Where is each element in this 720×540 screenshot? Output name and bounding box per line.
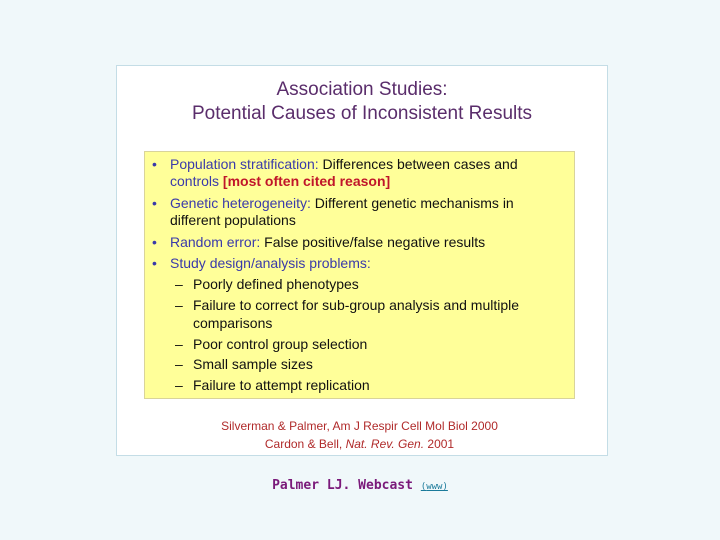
bullet-cont: different populations [170, 212, 296, 228]
bullet-random-error [152, 234, 486, 251]
footer-credit [0, 478, 720, 493]
bullet-study-design [152, 255, 371, 272]
bullet-key: Population stratification: [170, 156, 319, 172]
footer-link-close: ) [442, 482, 448, 492]
sub-bullet [175, 297, 520, 314]
title-line-1: Association Studies: [276, 79, 448, 100]
bullet-population-stratification [152, 156, 518, 173]
sub-bullet [175, 276, 359, 293]
reference-authors: Cardon & Bell, [264, 437, 346, 451]
sub-bullet [175, 336, 368, 353]
sub-bullet-text: Failure to correct for sub-group analysis and multiple [193, 297, 520, 313]
footer-text: Palmer LJ. Webcast [272, 478, 421, 493]
bullet-dot-icon: • [152, 234, 157, 250]
dash-icon: – [175, 356, 183, 372]
sub-bullet-text: comparisons [193, 315, 273, 331]
bullet-key: Study design/analysis problems: [170, 255, 371, 271]
reference-year: 2001 [424, 437, 455, 451]
bullet-continuation [170, 212, 296, 229]
dash-icon: – [175, 336, 183, 352]
bullet-key: Genetic heterogeneity: [170, 195, 311, 211]
bullet-value: False positive/false negative results [264, 234, 486, 250]
bullet-continuation [170, 173, 390, 190]
bullet-genetic-heterogeneity [152, 195, 514, 212]
bullet-highlight: [most often cited reason] [222, 173, 391, 189]
reference-journal: Nat. Rev. Gen. [345, 437, 425, 451]
reference-1: Silverman & Palmer, Am J Respir Cell Mol Biol 2000 [221, 419, 498, 433]
www-link[interactable]: www [426, 482, 443, 492]
dash-icon: – [175, 297, 183, 313]
sub-bullet [175, 356, 313, 373]
bullet-value: Differences between cases and [322, 156, 518, 172]
bullet-value: Different genetic mechanisms in [314, 195, 514, 211]
slide-title [117, 78, 607, 126]
reference-2 [144, 434, 575, 454]
bullet-dot-icon: • [152, 195, 157, 211]
sub-bullet-text: Failure to attempt replication [193, 377, 370, 393]
sub-bullet-continuation [193, 315, 272, 332]
bullet-key: Random error: [170, 234, 261, 250]
bullet-cont: controls [170, 173, 220, 189]
dash-icon: – [175, 377, 183, 393]
sub-bullet-text: Small sample sizes [193, 356, 313, 372]
footer-link-open: ( [420, 482, 427, 492]
sub-bullet-text: Poor control group selection [193, 336, 368, 352]
sub-bullet [175, 377, 370, 394]
bullet-dot-icon: • [152, 255, 157, 271]
dash-icon: – [175, 276, 183, 292]
title-line-2: Potential Causes of Inconsistent Results [191, 103, 533, 124]
sub-bullet-text: Poorly defined phenotypes [193, 276, 359, 292]
bullet-dot-icon: • [152, 156, 157, 172]
